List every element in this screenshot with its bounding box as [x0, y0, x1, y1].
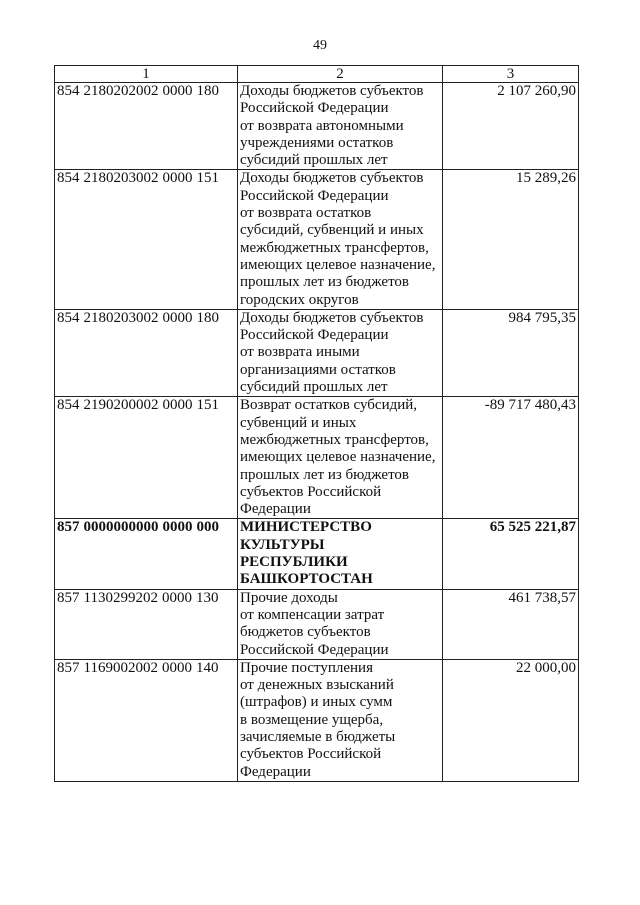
description-line: Возврат остатков субсидий, — [240, 397, 418, 414]
revenue-description — [238, 170, 443, 309]
amount: 984 795,35 — [443, 309, 579, 396]
amount: 2 107 260,90 — [443, 83, 579, 170]
description-line: Прочие поступления — [240, 659, 373, 676]
description-line: прошлых лет из бюджетов — [240, 466, 410, 483]
code-part-sub: 000 — [196, 519, 219, 536]
description-line: бюджетов субъектов — [240, 624, 371, 641]
description-line: МИНИСТЕРСТВО — [240, 519, 372, 536]
description-line: Российской Федерации — [240, 641, 389, 658]
description-line: от возврата остатков — [240, 205, 372, 222]
code-part-group: 0000 — [161, 659, 192, 676]
amount: 15 289,26 — [443, 170, 579, 309]
amount: 65 525 221,87 — [443, 519, 579, 589]
description-line: учреждениями остатков — [240, 134, 394, 151]
code-part-admin: 854 — [57, 170, 80, 187]
description-line: РЕСПУБЛИКИ — [240, 554, 348, 571]
description-line: межбюджетных трансфертов, — [240, 431, 429, 448]
budget-classification-code — [55, 519, 238, 589]
table-row — [55, 170, 579, 309]
table-row — [55, 83, 579, 170]
description-line: Прочие доходы — [240, 589, 338, 606]
table-header-row — [55, 66, 579, 83]
code-part-sub: 151 — [196, 170, 219, 187]
description-line: субсидий прошлых лет — [240, 152, 388, 169]
revenue-description — [238, 589, 443, 659]
budget-classification-code — [55, 659, 238, 781]
description-line: зачисляемые в бюджеты — [240, 728, 396, 745]
budget-classification-code — [55, 309, 238, 396]
budget-classification-code — [55, 83, 238, 170]
code-part-code: 2190200002 — [83, 397, 159, 414]
code-part-code: 1130299202 — [83, 589, 158, 606]
description-line: Российской Федерации — [240, 187, 389, 204]
code-part-admin: 857 — [57, 519, 80, 536]
table-row — [55, 659, 579, 781]
code-part-code: 2180202002 — [83, 83, 159, 99]
code-part-admin: 854 — [57, 309, 80, 326]
table-row — [55, 519, 579, 589]
table-row — [55, 309, 579, 396]
description-line: Доходы бюджетов субъектов — [240, 170, 424, 187]
code-part-admin: 857 — [57, 659, 80, 676]
description-line: Доходы бюджетов субъектов — [240, 309, 424, 326]
code-part-admin: 854 — [57, 397, 80, 414]
description-line: Доходы бюджетов субъектов — [240, 83, 424, 99]
code-part-sub: 151 — [196, 397, 219, 414]
budget-classification-code — [55, 170, 238, 309]
code-part-sub: 180 — [196, 83, 219, 99]
description-line: организациями остатков — [240, 361, 396, 378]
budget-classification-code — [55, 397, 238, 519]
description-line: субсидий прошлых лет — [240, 379, 388, 396]
code-part-admin: 857 — [57, 589, 80, 606]
page-number: 49 — [313, 38, 327, 53]
code-part-group: 0000 — [162, 170, 193, 187]
description-line: от возврата иными — [240, 344, 360, 361]
revenue-description — [238, 309, 443, 396]
table-row — [55, 589, 579, 659]
description-line: от возврата автономными — [240, 117, 404, 134]
column-header-name: 2 — [238, 66, 443, 83]
column-header-code: 1 — [55, 66, 238, 83]
description-line: имеющих целевое назначение, — [240, 449, 436, 466]
revenue-description — [238, 83, 443, 170]
revenue-description — [238, 519, 443, 589]
code-part-sub: 130 — [195, 589, 219, 606]
code-part-admin: 854 — [57, 83, 80, 99]
code-part-group: 0000 — [162, 83, 193, 99]
column-header-amount: 3 — [443, 66, 579, 83]
amount: 461 738,57 — [443, 589, 579, 659]
description-line: от компенсации затрат — [240, 606, 385, 623]
description-line: межбюджетных трансфертов, — [240, 239, 429, 256]
budget-revenue-table — [54, 65, 579, 782]
description-line: субвенций и иных — [240, 414, 357, 431]
revenue-description — [238, 397, 443, 519]
table-row — [55, 397, 579, 519]
code-part-group: 0000 — [162, 519, 193, 536]
amount: 22 000,00 — [443, 659, 579, 781]
description-line: субъектов Российской — [240, 746, 382, 763]
description-line: имеющих целевое назначение, — [240, 256, 436, 273]
description-line: Федерации — [240, 501, 311, 518]
description-line: БАШКОРТОСТАН — [240, 571, 373, 588]
revenue-description — [238, 659, 443, 781]
amount: -89 717 480,43 — [443, 397, 579, 519]
code-part-group: 0000 — [162, 397, 193, 414]
code-part-sub: 180 — [196, 309, 219, 326]
code-part-code: 0000000000 — [83, 519, 159, 536]
description-line: в возмещение ущерба, — [240, 711, 384, 728]
description-line: (штрафов) и иных сумм — [240, 694, 393, 711]
description-line: Федерации — [240, 763, 311, 780]
description-line: от денежных взысканий — [240, 677, 394, 694]
budget-classification-code — [55, 589, 238, 659]
code-part-group: 0000 — [162, 309, 193, 326]
description-line: КУЛЬТУРЫ — [240, 536, 325, 553]
description-line: Российской Федерации — [240, 100, 389, 117]
code-part-code: 2180203002 — [83, 170, 159, 187]
code-part-sub: 140 — [195, 659, 219, 676]
description-line: прошлых лет из бюджетов — [240, 274, 410, 291]
code-part-group: 0000 — [161, 589, 192, 606]
code-part-code: 1169002002 — [83, 659, 158, 676]
description-line: субъектов Российской — [240, 483, 382, 500]
description-line: городских округов — [240, 291, 359, 308]
description-line: субсидий, субвенций и иных — [240, 222, 424, 239]
code-part-code: 2180203002 — [83, 309, 159, 326]
description-line: Российской Федерации — [240, 327, 389, 344]
